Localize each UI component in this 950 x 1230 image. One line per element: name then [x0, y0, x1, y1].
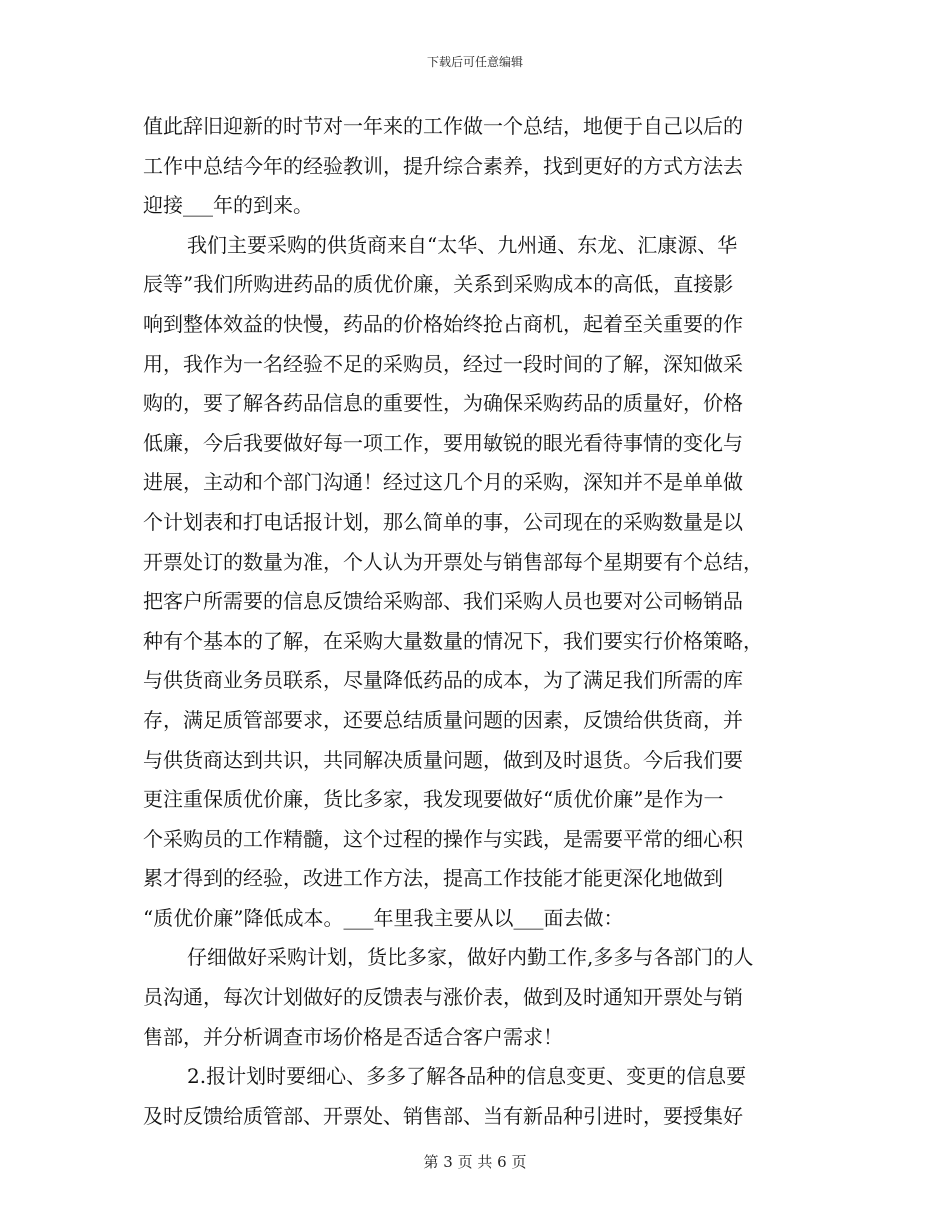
text-line: 仔细做好采购计划，货比多家，做好内勤工作,多多与各部门的人	[187, 945, 754, 970]
text-line: 工作中总结今年的经验教训，提升综合素养，找到更好的方式方法去	[143, 153, 743, 178]
text-line: 存，满足质管部要求，还要总结质量问题的因素，反馈给供货商，并	[143, 707, 743, 732]
text-line: 2.报计划时要细心、多多了解各品种的信息变更、变更的信息要	[187, 1064, 747, 1089]
text-line: 与供货商业务员联系，尽量降低药品的成本，为了满足我们所需的库	[143, 668, 743, 693]
text-line: 值此辞旧迎新的时节对一年来的工作做一个总结，地便于自己以后的	[143, 114, 743, 138]
text-line: 辰等”我们所购进药品的质优价廉，关系到采购成本的高低，直接影	[143, 272, 734, 297]
text-line: 售部，并分析调查市场价格是否适合客户需求！	[143, 1024, 563, 1049]
paragraph-1	[143, 107, 813, 226]
text-line: 及时反馈给质管部、开票处、销售部、当有新品种引进时，要授集好	[143, 1103, 743, 1128]
text-line: 种有个基本的了解，在采购大量数量的情况下，我们要实行价格策略，	[143, 628, 763, 653]
text-line: 员沟通，每次计划做好的反馈表与涨价表，做到及时通知开票处与销	[143, 985, 743, 1010]
text-line: 累才得到的经验，改进工作方法，提高工作技能才能更深化地做到	[143, 866, 723, 891]
text-line: 个计划表和打电话报计划，那么简单的事，公司现在的采购数量是以	[143, 509, 743, 534]
paragraph-2	[143, 226, 813, 939]
text-line: 与供货商达到共识，共同解决质量问题，做到及时退货。今后我们要	[143, 747, 743, 772]
text-line: 进展，主动和个部门沟通！经过这几个月的采购，深知并不是单单做	[143, 470, 743, 495]
text-line: 迎接___年的到来。	[143, 193, 313, 218]
paragraph-3	[143, 938, 813, 1057]
text-line: 低廉，今后我要做好每一项工作，要用敏锐的眼光看待事情的变化与	[143, 430, 743, 455]
text-line: 购的，要了解各药品信息的重要性，为确保采购药品的质量好，价格	[143, 391, 743, 416]
text-line: 开票处订的数量为准，个人认为开票处与销售部每个星期要有个总结，	[143, 549, 763, 574]
text-line: 我们主要采购的供货商来自“太华、九州通、东龙、汇康源、华	[187, 232, 738, 257]
text-line: 更注重保质优价廉，货比多家，我发现要做好“质优价廉”是作为一	[143, 787, 724, 812]
page-footer: 第 3 页 共 6 页	[423, 1153, 527, 1171]
text-line: 响到整体效益的快慢，药品的价格始终抢占商机，起着至关重要的作	[143, 311, 743, 336]
text-line: “质优价廉”降低成本。___年里我主要从以___面去做：	[143, 905, 624, 930]
paragraph-4	[143, 1057, 813, 1136]
text-line: 个采购员的工作精髓，这个过程的操作与实践，是需要平常的细心积	[143, 826, 743, 851]
text-line: 把客户所需要的信息反馈给采购部、我们采购人员也要对公司畅销品	[143, 589, 743, 614]
page-header: 下载后可任意编辑	[426, 55, 523, 69]
text-line: 用，我作为一名经验不足的采购员，经过一段时间的了解，深知做采	[143, 351, 743, 376]
document-body	[143, 107, 813, 1136]
